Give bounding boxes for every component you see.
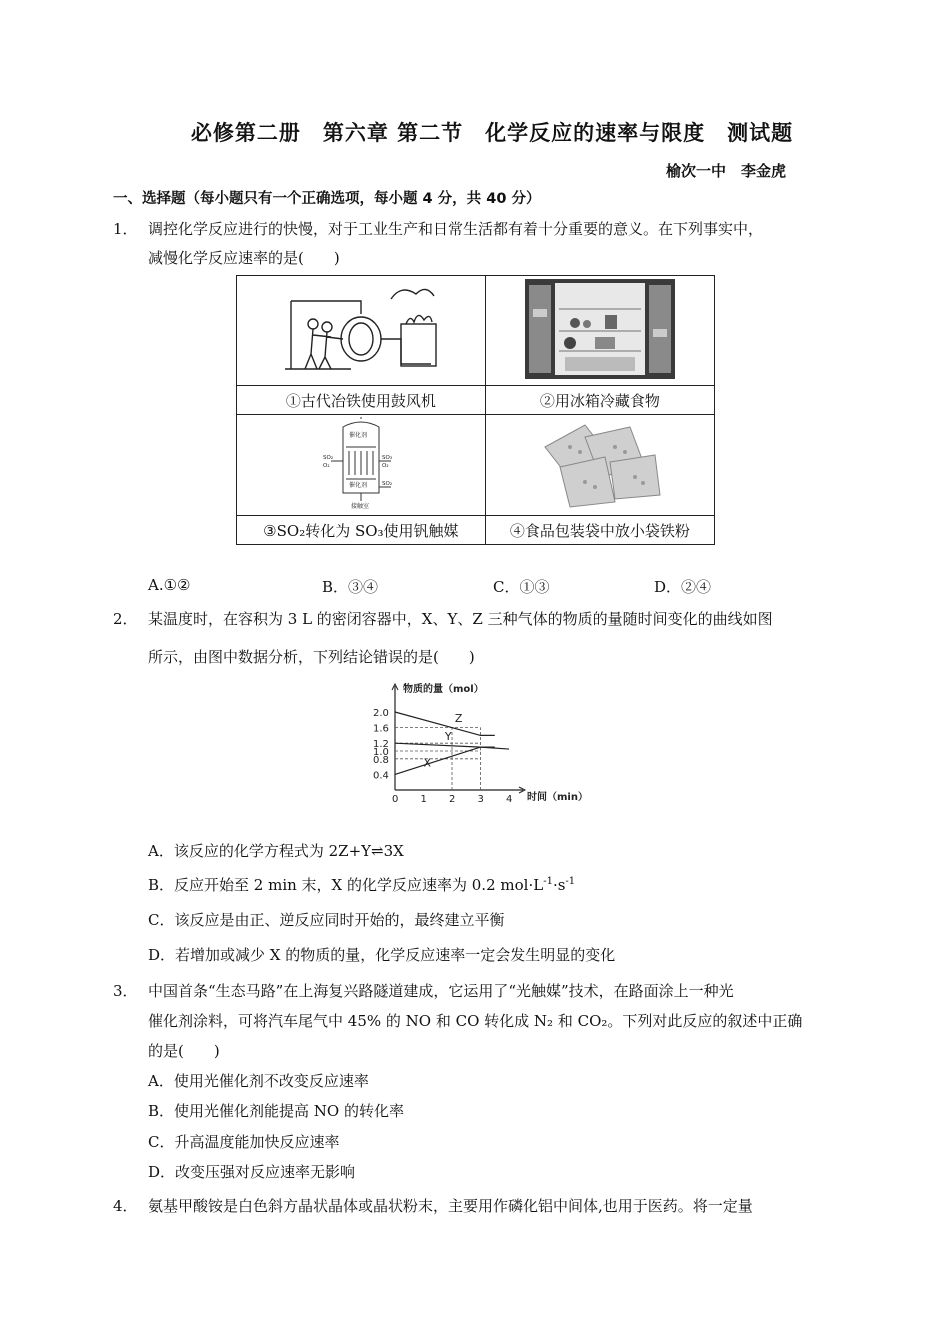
y-tick-label: 0.8 [373, 754, 389, 766]
y-tick-label: 1.0 [373, 747, 389, 758]
q1-text-line2: 减慢化学反应速率的是( ) [148, 249, 340, 267]
q1-option-a: A.①② [148, 576, 191, 594]
q3-text-line3: 的是( ) [148, 1042, 220, 1060]
y-tick-label: 2.0 [373, 708, 389, 719]
caption-fridge: ②用冰箱冷藏食物 [485, 386, 714, 415]
q2-option-c: C．该反应是由正、逆反应同时开始的，最终建立平衡 [148, 911, 505, 929]
q3-option-b: B．使用光催化剂能提高 NO 的转化率 [148, 1102, 404, 1120]
label-catalyst-bottom: 催化剂 [348, 482, 367, 489]
q4-number: 4． [113, 1197, 138, 1215]
y-tick-label: 0.4 [373, 770, 389, 782]
q2-option-b-text: B．反应开始至 2 min 末，X 的化学反应速率为 0.2 mol·L [148, 876, 544, 894]
q2-option-b-exp1: -1 [543, 876, 553, 887]
q2-option-b [148, 874, 575, 895]
q2-text-line2: 所示，由图中数据分析，下列结论错误的是( ) [148, 648, 475, 666]
x-tick-label: 3 [477, 794, 484, 805]
bellows-illustration [281, 279, 441, 379]
caption-bellows: ①古代冶铁使用鼓风机 [237, 386, 486, 415]
q2-text-line1: 某温度时，在容积为 3 L 的密闭容器中，X、Y、Z 三种气体的物质的量随时间变化的曲线如图 [148, 610, 773, 628]
section-heading: 一、选择题（每小题只有一个正确选项，每小题 4 分，共 40 分） [113, 191, 541, 207]
q3-number: 3． [113, 982, 138, 1000]
x-tick-label: 1 [420, 794, 427, 805]
author-line: 榆次一中 李金虎 [666, 162, 787, 180]
iron-powder-packets-photo [535, 417, 665, 509]
q2-option-b-exp2: -1 [565, 876, 576, 887]
fridge-photo [525, 279, 675, 379]
x-axis-label: 时间（min） [527, 792, 588, 803]
q3-text-line2: 催化剂涂料，可将汽车尾气中 45% 的 NO 和 CO 转化成 N₂ 和 CO₂。下列对此反应的叙述中正确 [148, 1012, 803, 1030]
q1-number: 1． [113, 220, 138, 238]
label-o2-out: O₂ [381, 463, 389, 469]
label-so2-out: SO₂ [381, 481, 392, 487]
q2-line-chart [360, 678, 590, 808]
q1-option-c: C．①③ [493, 578, 550, 596]
x-tick-label: 4 [506, 794, 513, 805]
q3-option-a: A．使用光催化剂不改变反应速率 [148, 1072, 369, 1090]
label-o2-in: O₂ [322, 463, 330, 469]
q3-option-d: D．改变压强对反应速率无影响 [148, 1163, 356, 1181]
series-label-z: Z [454, 711, 463, 725]
x-tick-label: 0 [392, 794, 399, 805]
q1-option-b: B．③④ [322, 578, 379, 596]
label-chamber: 接触室 [350, 503, 369, 509]
label-so3-out: SO₃ [381, 455, 392, 461]
caption-converter: ③SO₂转化为 SO₃使用钒触媒 [237, 516, 486, 545]
x-tick-label: 2 [449, 794, 456, 805]
figure-converter-cell [237, 415, 486, 516]
series-label-x: X [423, 756, 432, 770]
q1-text-line1: 调控化学反应进行的快慢，对于工业生产和日常生活都有着十分重要的意义。在下列事实中， [148, 220, 764, 238]
caption-iron-powder: ④食品包装袋中放小袋铁粉 [485, 516, 714, 545]
q3-text-line1: 中国首条“生态马路”在上海复兴路隧道建成，它运用了“光触媒”技术，在路面涂上一种光 [148, 982, 734, 1000]
q2-option-a: A．该反应的化学方程式为 2Z+Y⇌3X [148, 842, 404, 860]
y-tick-label: 1.6 [373, 723, 389, 735]
series-label-y: Y [444, 730, 452, 744]
figure-bellows-cell [237, 276, 486, 386]
q1-option-d: D．②④ [654, 578, 712, 596]
label-so2-in: SO₂ [322, 455, 333, 461]
q2-option-b-unit: ·s [552, 876, 566, 894]
figure-iron-powder-cell [485, 415, 714, 516]
q4-text-line1: 氨基甲酸铵是白色斜方晶状晶体或晶状粉末，主要用作磷化铝中间体,也用于医药。将一定量 [148, 1197, 753, 1215]
q2-number: 2． [113, 610, 138, 628]
series-line-x [395, 747, 495, 774]
y-axis-label: 物质的量（mol） [403, 684, 484, 695]
page-title: 必修第二册 第六章 第二节 化学反应的速率与限度 测试题 [190, 121, 794, 145]
q1-figure-table [236, 275, 715, 545]
y-tick-label: 1.2 [373, 739, 389, 751]
q3-option-c: C．升高温度能加快反应速率 [148, 1133, 340, 1151]
contact-chamber-diagram [321, 417, 401, 509]
label-catalyst-top: 催化剂 [348, 432, 367, 439]
q2-option-d: D．若增加或减少 X 的物质的量，化学反应速率一定会发生明显的变化 [148, 946, 616, 964]
figure-fridge-cell [485, 276, 714, 386]
